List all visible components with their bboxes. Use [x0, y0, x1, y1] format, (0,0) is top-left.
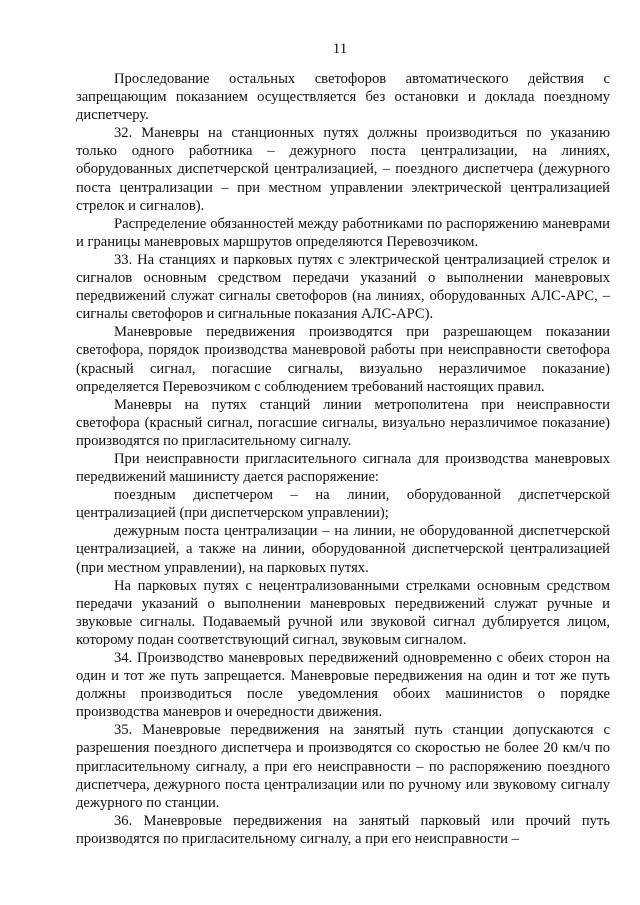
- document-body: [76, 70, 610, 848]
- paragraph: 35. Маневровые передвижения на занятый путь станции допускаются с разрешения поездного диспетчера и производятся со скоростью не более 20 км/ч по пригласительному сигналу, а при его неисправности – по распоряжению поездного диспетчера, дежурного поста централизации или по ручному или звуковому сигналу дежурного по станции.: [76, 722, 610, 811]
- paragraph: дежурным поста централизации – на линии, не оборудованной диспетчерской централизацией, а также на линии, оборудованной диспетчерской централизацией (при местном управлении), на парковых путях.: [76, 523, 610, 576]
- paragraph: 36. Маневровые передвижения на занятый парковый или прочий путь производятся по пригласительному сигналу, а при его неисправности –: [76, 812, 610, 847]
- paragraph: Маневры на путях станций линии метрополитена при неисправности светофора (красный сигнал, погасшие сигналы, визуально неразличимое показание) производятся по пригласительному сигналу.: [76, 396, 610, 449]
- paragraph: На парковых путях с нецентрализованными стрелками основным средством передачи указаний о выполнении маневровых передвижений служат ручные и звуковые сигналы. Подаваемый ручной или звуковой сигнал дублируется лицом, которому подан соответствующий сигнал, звуковым сигналом.: [76, 577, 610, 648]
- paragraph: 32. Маневры на станционных путях должны производиться по указанию только одного работника – дежурного поста централизации, на линиях, оборудованных диспетчерской централизацией, – поездного диспетчера (дежурного поста централизации – при местном управлении электрической централизацией стрелок и сигналов).: [76, 125, 610, 214]
- paragraph: Распределение обязанностей между работниками по распоряжению маневрами и границы маневровых маршрутов определяются Перевозчиком.: [76, 215, 610, 250]
- paragraph: 33. На станциях и парковых путях с электрической централизацией стрелок и сигналов основным средством передачи указаний о выполнении маневровых передвижений служат сигналы светофоров (на линиях, оборудованных АЛС-АРС, – сигналы светофоров и сигнальные показания АЛС-АРС).: [76, 251, 610, 323]
- paragraph: Проследование остальных светофоров автоматического действия с запрещающим показанием осуществляется без остановки и доклада поездному диспетчеру.: [76, 71, 610, 124]
- paragraph: поездным диспетчером – на линии, оборудованной диспетчерской централизацией (при диспетчерском управлении);: [76, 487, 610, 522]
- paragraph: Маневровые передвижения производятся при разрешающем показании светофора, порядок производства маневровой работы при неисправности светофора (красный сигнал, погасшие сигналы, визуально неразличимое показание) определяется Перевозчиком с соблюдением требований настоящих правил.: [76, 324, 610, 395]
- paragraph: При неисправности пригласительного сигнала для производства маневровых передвижений машинисту дается распоряжение:: [76, 450, 610, 486]
- paragraph: 34. Производство маневровых передвижений одновременно с обеих сторон на один и тот же путь запрещается. Маневровые передвижения на один и тот же путь должны производиться после уведомления обоих машинистов о порядке производства маневров и очередности движения.: [76, 650, 610, 721]
- page-number: 11: [332, 41, 348, 57]
